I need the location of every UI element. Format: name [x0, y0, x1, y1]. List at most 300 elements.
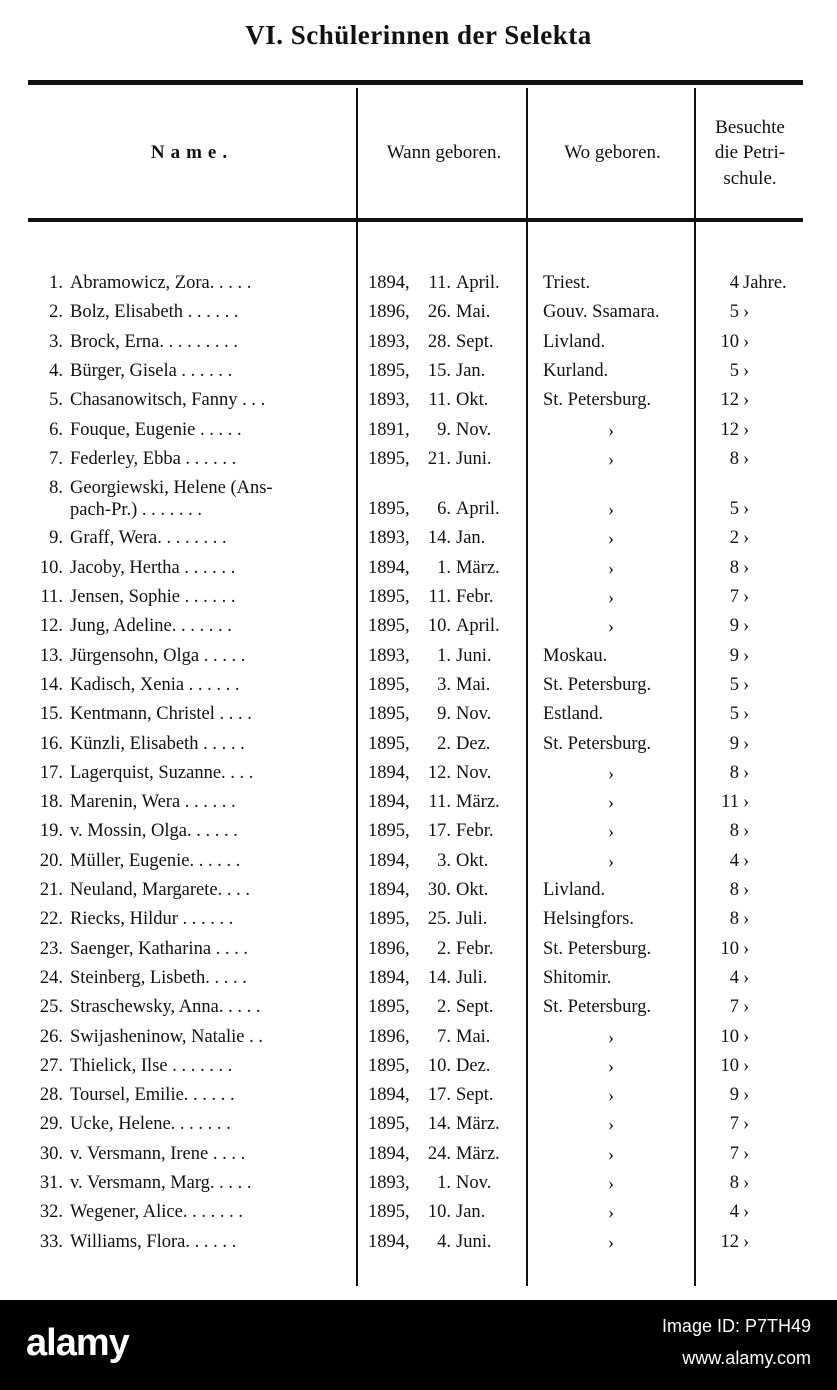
site-url: www.alamy.com — [682, 1348, 811, 1368]
years-attended: 12 — [720, 1231, 739, 1252]
birth-month: Juni. — [456, 448, 492, 469]
table-row — [0, 390, 837, 419]
student-name: Abramowicz, Zora. . . . . — [70, 273, 252, 293]
birth-day: 17. — [427, 821, 451, 842]
birth-month: März. — [456, 1114, 500, 1135]
ditto-mark: › — [608, 1173, 614, 1193]
birth-day: 7. — [437, 1026, 451, 1047]
years-unit: › — [743, 1173, 750, 1193]
years-attended: 12 — [720, 419, 739, 440]
birth-day: 6. — [437, 499, 451, 520]
row-number: 6. — [49, 419, 63, 440]
student-name: Jensen, Sophie . . . . . . — [70, 587, 236, 607]
birth-month: Dez. — [456, 733, 491, 754]
years-unit: › — [743, 1055, 750, 1076]
birth-month: Okt. — [456, 880, 489, 900]
birth-day: 14. — [427, 967, 451, 988]
row-number: 11. — [40, 587, 63, 607]
table-row — [0, 968, 837, 997]
row-number: 23. — [39, 938, 63, 959]
birth-day: 11. — [428, 273, 451, 293]
row-number: 33. — [39, 1231, 63, 1252]
table-row — [0, 558, 837, 587]
birth-month: April. — [456, 499, 500, 520]
table-row — [0, 1056, 837, 1085]
header-petri-school: Besuchte die Petri- schule. — [714, 117, 786, 189]
birth-day: 11. — [428, 390, 451, 411]
header-born-where: Wo geboren. — [564, 142, 661, 164]
years-unit: › — [743, 909, 750, 930]
student-name: v. Versmann, Irene . . . . — [70, 1143, 246, 1164]
table-row — [0, 587, 837, 616]
row-number: 8. — [49, 478, 63, 499]
birth-day: 2. — [437, 938, 451, 959]
birth-month: Mai. — [456, 1026, 491, 1047]
ditto-mark: › — [608, 1231, 614, 1252]
years-attended: 10 — [720, 1026, 739, 1047]
table-row — [0, 616, 837, 645]
birth-day: 9. — [437, 704, 451, 725]
years-unit: Jahre. — [743, 273, 787, 293]
birth-month: Okt. — [456, 390, 489, 411]
birth-day: 24. — [427, 1143, 451, 1164]
birth-month: Nov. — [456, 762, 492, 783]
birth-year: 1895, — [368, 674, 410, 695]
ditto-mark: › — [608, 762, 614, 783]
row-number: 27. — [39, 1055, 63, 1076]
years-attended: 9 — [729, 645, 739, 666]
row-number: 18. — [39, 792, 63, 813]
years-attended: 9 — [729, 1085, 739, 1106]
birth-year: 1896, — [368, 1026, 410, 1047]
row-number: 12. — [39, 616, 63, 637]
row-number: 14. — [39, 674, 63, 695]
birth-day: 2. — [437, 733, 451, 754]
birth-year: 1894, — [368, 880, 410, 900]
years-unit: › — [743, 1085, 750, 1106]
birth-day: 17. — [427, 1085, 451, 1106]
birth-month: Nov. — [456, 704, 492, 725]
student-name: Steinberg, Lisbeth. . . . . — [70, 967, 247, 988]
watermark-banner — [0, 1300, 837, 1390]
years-attended: 4 — [729, 967, 739, 988]
years-attended: 2 — [729, 528, 739, 549]
birth-month: Sept. — [456, 331, 494, 352]
student-name: Jacoby, Hertha . . . . . . — [70, 557, 236, 578]
birth-month: Jan. — [456, 528, 486, 549]
row-number: 5. — [49, 390, 63, 411]
years-unit: › — [743, 419, 750, 440]
table-row — [0, 273, 837, 302]
years-attended: 9 — [729, 733, 739, 754]
years-unit: › — [743, 645, 750, 666]
birth-month: April. — [456, 273, 500, 293]
birth-month: März. — [456, 792, 500, 813]
ditto-mark: › — [608, 1026, 614, 1047]
birth-month: Dez. — [456, 1055, 491, 1076]
birth-place: St. Petersburg. — [543, 733, 652, 754]
years-attended: 5 — [729, 704, 739, 725]
ditto-mark: › — [608, 499, 614, 520]
table-row — [0, 1173, 837, 1202]
page-title: VI. Schülerinnen der Selekta — [245, 20, 592, 50]
table-row — [0, 420, 837, 449]
ditto-mark: › — [608, 1055, 614, 1076]
birth-day: 3. — [437, 850, 451, 871]
birth-year: 1895, — [368, 997, 410, 1018]
birth-year: 1895, — [368, 499, 410, 520]
birth-place: St. Petersburg. — [543, 674, 652, 695]
table-row — [0, 763, 837, 792]
birth-day: 1. — [437, 557, 451, 578]
row-number: 30. — [39, 1143, 63, 1164]
birth-place: Gouv. Ssamara. — [543, 302, 660, 323]
table-row — [0, 1232, 837, 1261]
years-unit: › — [743, 762, 750, 783]
birth-month: März. — [456, 1143, 500, 1164]
row-number: 1. — [49, 273, 63, 293]
birth-year: 1895, — [368, 360, 410, 381]
birth-day: 10. — [427, 1202, 451, 1223]
birth-day: 30. — [427, 880, 451, 900]
years-attended: 4 — [729, 850, 739, 871]
years-attended: 5 — [729, 674, 739, 695]
ditto-mark: › — [608, 557, 614, 578]
birth-year: 1894, — [368, 967, 410, 988]
birth-place: St. Petersburg. — [543, 390, 652, 411]
birth-place: Livland. — [543, 880, 606, 900]
birth-year: 1893, — [368, 331, 410, 352]
years-attended: 8 — [729, 448, 739, 469]
birth-year: 1895, — [368, 733, 410, 754]
birth-month: Mai. — [456, 674, 491, 695]
birth-day: 15. — [427, 360, 451, 381]
years-unit: › — [743, 557, 750, 578]
birth-year: 1894, — [368, 273, 410, 293]
birth-year: 1894, — [368, 1231, 410, 1252]
years-unit: › — [743, 1202, 750, 1223]
ditto-mark: › — [608, 587, 614, 607]
student-name: Wegener, Alice. . . . . . . — [70, 1202, 243, 1223]
birth-month: April. — [456, 616, 500, 637]
birth-year: 1893, — [368, 1173, 410, 1193]
birth-month: Febr. — [456, 587, 494, 607]
years-unit: › — [743, 331, 750, 352]
birth-month: Nov. — [456, 1173, 492, 1193]
ditto-mark: › — [608, 528, 614, 549]
image-id: Image ID: P7TH49 — [661, 1316, 811, 1336]
table-row — [0, 909, 837, 938]
years-unit: › — [743, 997, 750, 1018]
years-unit: › — [743, 1026, 750, 1047]
student-name: Bürger, Gisela . . . . . . — [70, 360, 233, 381]
birth-year: 1895, — [368, 1114, 410, 1135]
alamy-logo: alamy — [26, 1322, 129, 1364]
header-born-when: Wann geboren. — [386, 142, 502, 164]
birth-year: 1894, — [368, 1085, 410, 1106]
table-row — [0, 792, 837, 821]
student-name: Kadisch, Xenia . . . . . . — [70, 674, 240, 695]
student-name: Brock, Erna. . . . . . . . . — [70, 331, 239, 352]
years-attended: 10 — [720, 1055, 739, 1076]
years-unit: › — [743, 850, 750, 871]
birth-day: 28. — [427, 331, 451, 352]
row-number: 19. — [39, 821, 63, 842]
birth-year: 1894, — [368, 1143, 410, 1164]
birth-day: 1. — [437, 645, 451, 666]
birth-day: 12. — [427, 762, 451, 783]
years-attended: 8 — [729, 1173, 739, 1193]
student-name: Williams, Flora. . . . . . — [70, 1231, 237, 1252]
birth-month: Sept. — [456, 997, 494, 1018]
header-name: Name. — [150, 142, 234, 164]
birth-year: 1891, — [368, 419, 410, 440]
birth-month: Juli. — [456, 909, 488, 930]
student-name: Lagerquist, Suzanne. . . . — [70, 762, 254, 783]
ditto-mark: › — [608, 1085, 614, 1106]
ditto-mark: › — [608, 1202, 614, 1223]
student-name: Swijasheninow, Natalie . . — [70, 1026, 264, 1047]
birth-month: Mai. — [456, 302, 491, 323]
birth-year: 1896, — [368, 938, 410, 959]
birth-day: 1. — [437, 1173, 451, 1193]
years-unit: › — [743, 792, 750, 813]
ditto-mark: › — [608, 792, 614, 813]
years-unit: › — [743, 938, 750, 959]
ditto-mark: › — [608, 448, 614, 469]
years-attended: 4 — [729, 273, 739, 293]
years-unit: › — [743, 821, 750, 842]
birth-day: 3. — [437, 674, 451, 695]
table-row — [0, 939, 837, 968]
years-unit: › — [743, 733, 750, 754]
row-number: 22. — [39, 909, 63, 930]
years-attended: 5 — [729, 499, 739, 520]
table-row — [0, 646, 837, 675]
birth-place: Shitomir. — [543, 967, 612, 988]
years-unit: › — [743, 616, 750, 637]
ditto-mark: › — [608, 1143, 614, 1164]
student-name: Ucke, Helene. . . . . . . — [70, 1114, 231, 1135]
years-attended: 8 — [729, 762, 739, 783]
row-number: 10. — [39, 557, 63, 578]
birth-place: Moskau. — [543, 645, 608, 666]
birth-month: Jan. — [456, 360, 486, 381]
birth-day: 25. — [427, 909, 451, 930]
birth-month: März. — [456, 557, 500, 578]
table-row — [0, 821, 837, 850]
row-number: 21. — [39, 880, 63, 900]
birth-year: 1895, — [368, 1202, 410, 1223]
student-name: Künzli, Elisabeth . . . . . — [70, 733, 245, 754]
table-row — [0, 675, 837, 704]
student-name: v. Versmann, Marg. . . . . — [70, 1173, 252, 1193]
row-number: 7. — [49, 448, 63, 469]
birth-month: Juni. — [456, 645, 492, 666]
birth-day: 14. — [427, 528, 451, 549]
birth-month: Nov. — [456, 419, 492, 440]
row-number: 15. — [39, 704, 63, 725]
years-attended: 8 — [729, 821, 739, 842]
birth-day: 2. — [437, 997, 451, 1018]
birth-place: Triest. — [543, 273, 591, 293]
student-name: Saenger, Katharina . . . . — [70, 938, 249, 959]
birth-year: 1895, — [368, 909, 410, 930]
row-number: 17. — [39, 762, 63, 783]
row-number: 3. — [49, 331, 63, 352]
years-attended: 10 — [720, 331, 739, 352]
years-attended: 8 — [729, 909, 739, 930]
table-row — [0, 302, 837, 331]
years-unit: › — [743, 448, 750, 469]
birth-month: Jan. — [456, 1202, 486, 1223]
student-name: Marenin, Wera . . . . . . — [70, 792, 236, 813]
birth-year: 1894, — [368, 792, 410, 813]
table-row — [0, 997, 837, 1026]
student-name: Thielick, Ilse . . . . . . . — [70, 1055, 233, 1076]
years-attended: 7 — [729, 587, 739, 607]
row-number: 28. — [39, 1085, 63, 1106]
birth-year: 1894, — [368, 850, 410, 871]
years-unit: › — [743, 302, 750, 323]
birth-month: Febr. — [456, 821, 494, 842]
ditto-mark: › — [608, 850, 614, 871]
table-row — [0, 851, 837, 880]
table-row — [0, 704, 837, 733]
table-row — [0, 1027, 837, 1056]
birth-place: St. Petersburg. — [543, 997, 652, 1018]
ditto-mark: › — [608, 821, 614, 842]
years-attended: 7 — [729, 997, 739, 1018]
years-unit: › — [743, 1114, 750, 1135]
birth-year: 1895, — [368, 704, 410, 725]
birth-year: 1895, — [368, 1055, 410, 1076]
student-name: Georgiewski, Helene (Ans- pach-Pr.) . . . . . . . — [70, 478, 273, 520]
row-number: 13. — [39, 645, 63, 666]
table-row — [0, 478, 837, 528]
birth-year: 1895, — [368, 616, 410, 637]
years-unit: › — [743, 360, 750, 381]
years-unit: › — [743, 390, 750, 411]
birth-place: Kurland. — [543, 360, 609, 381]
row-number: 32. — [39, 1202, 63, 1223]
birth-month: Juli. — [456, 967, 488, 988]
years-attended: 8 — [729, 557, 739, 578]
birth-day: 9. — [437, 419, 451, 440]
years-unit: › — [743, 499, 750, 520]
student-name: Bolz, Elisabeth . . . . . . — [70, 302, 239, 323]
years-attended: 5 — [729, 360, 739, 381]
table-row — [0, 880, 837, 909]
years-attended: 8 — [729, 880, 739, 900]
birth-day: 4. — [437, 1231, 451, 1252]
birth-year: 1893, — [368, 390, 410, 411]
table-row — [0, 1085, 837, 1114]
table-row — [0, 1144, 837, 1173]
row-number: 20. — [39, 850, 63, 871]
ditto-mark: › — [608, 616, 614, 637]
years-unit: › — [743, 880, 750, 900]
years-unit: › — [743, 704, 750, 725]
student-name: Federley, Ebba . . . . . . — [70, 448, 237, 469]
student-name: Graff, Wera. . . . . . . . — [70, 528, 227, 549]
row-number: 4. — [49, 360, 63, 381]
student-name: Neuland, Margarete. . . . — [70, 880, 250, 900]
birth-year: 1894, — [368, 762, 410, 783]
table-row — [0, 734, 837, 763]
ditto-mark: › — [608, 419, 614, 440]
birth-place: Helsingfors. — [543, 909, 634, 930]
birth-day: 21. — [427, 448, 451, 469]
years-unit: › — [743, 967, 750, 988]
birth-place: St. Petersburg. — [543, 938, 652, 959]
birth-month: Juni. — [456, 1231, 492, 1252]
years-attended: 9 — [729, 616, 739, 637]
table-row — [0, 1202, 837, 1231]
student-name: Chasanowitsch, Fanny . . . — [70, 390, 266, 411]
birth-year: 1895, — [368, 587, 410, 607]
row-number: 9. — [49, 528, 63, 549]
student-name: Jung, Adeline. . . . . . . — [70, 616, 232, 637]
years-attended: 4 — [729, 1202, 739, 1223]
birth-year: 1893, — [368, 645, 410, 666]
row-number: 16. — [39, 733, 63, 754]
student-name: Riecks, Hildur . . . . . . — [70, 909, 234, 930]
ditto-mark: › — [608, 1114, 614, 1135]
birth-year: 1895, — [368, 821, 410, 842]
student-name: Fouque, Eugenie . . . . . — [70, 419, 242, 440]
years-attended: 5 — [729, 302, 739, 323]
birth-place: Livland. — [543, 331, 606, 352]
row-number: 31. — [39, 1173, 63, 1193]
table-row — [0, 1114, 837, 1143]
student-name: Müller, Eugenie. . . . . . — [70, 850, 241, 871]
student-name: Jürgensohn, Olga . . . . . — [70, 645, 246, 666]
years-unit: › — [743, 1231, 750, 1252]
birth-day: 26. — [427, 302, 451, 323]
birth-month: Okt. — [456, 850, 489, 871]
table-row — [0, 449, 837, 478]
row-number: 2. — [49, 302, 63, 323]
years-unit: › — [743, 1143, 750, 1164]
birth-day: 14. — [427, 1114, 451, 1135]
student-name: Straschewsky, Anna. . . . . — [70, 997, 261, 1018]
table-row — [0, 361, 837, 390]
years-attended: 10 — [720, 938, 739, 959]
birth-day: 11. — [428, 587, 451, 607]
birth-place: Estland. — [543, 704, 604, 725]
years-unit: › — [743, 528, 750, 549]
student-name: v. Mossin, Olga. . . . . . — [70, 821, 238, 842]
birth-year: 1893, — [368, 528, 410, 549]
student-name: Kentmann, Christel . . . . — [70, 704, 252, 725]
birth-year: 1896, — [368, 302, 410, 323]
birth-year: 1894, — [368, 557, 410, 578]
row-number: 24. — [39, 967, 63, 988]
birth-day: 11. — [428, 792, 451, 813]
birth-month: Febr. — [456, 938, 494, 959]
years-unit: › — [743, 587, 750, 607]
birth-day: 10. — [427, 616, 451, 637]
years-attended: 11 — [721, 792, 739, 813]
row-number: 29. — [39, 1114, 63, 1135]
years-unit: › — [743, 674, 750, 695]
row-number: 25. — [39, 997, 63, 1018]
table-row — [0, 528, 837, 557]
birth-day: 10. — [427, 1055, 451, 1076]
student-name: Toursel, Emilie. . . . . . — [70, 1085, 235, 1106]
row-number: 26. — [39, 1026, 63, 1047]
